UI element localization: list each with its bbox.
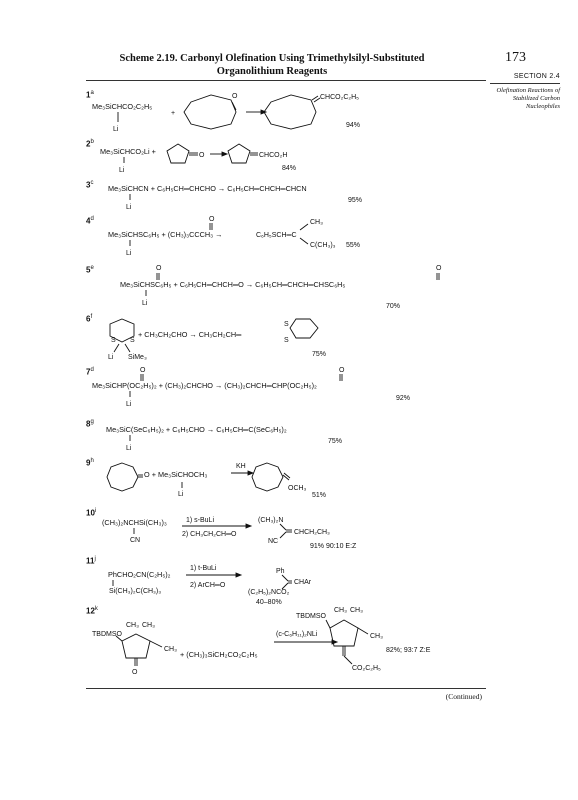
entry-7-structures <box>86 367 486 411</box>
svg-text:(c-C₆H₁₁)₂NLi: (c-C₆H₁₁)₂NLi <box>276 631 318 638</box>
svg-text:2) ArCH═O: 2) ArCH═O <box>190 582 226 589</box>
svg-text:CN: CN <box>130 537 141 544</box>
svg-text:51%: 51% <box>312 492 327 499</box>
entry-number: 1$^a$ <box>86 90 94 100</box>
svg-text:Li: Li <box>126 250 132 257</box>
entry-12-structures <box>86 606 486 686</box>
svg-text:SiMe₃: SiMe₃ <box>128 354 147 361</box>
svg-text:S: S <box>284 321 289 328</box>
svg-text:CH₃: CH₃ <box>310 219 323 226</box>
section-label: SECTION 2.4 <box>513 73 560 80</box>
entry-number: 4$^d$ <box>86 216 94 226</box>
svg-text:70%: 70% <box>386 303 401 310</box>
svg-text:OCH₃: OCH₃ <box>288 485 307 492</box>
svg-text:S: S <box>284 337 289 344</box>
svg-text:82%; 93:7 Z:E: 82%; 93:7 Z:E <box>386 647 431 654</box>
svg-text:O: O <box>199 152 205 159</box>
svg-text:TBDMSO: TBDMSO <box>296 613 326 620</box>
reagent: + (CH₃)₃SiCH₂CO₂C₂H₅ <box>180 650 258 659</box>
side-rule <box>490 83 560 84</box>
svg-text:C(CH₃)₃: C(CH₃)₃ <box>310 242 336 249</box>
reaction-line: Me₃SiCHSC₆H₅ + (CH₃)₃CCCH₃ → <box>108 230 223 239</box>
svg-text:75%: 75% <box>312 351 327 358</box>
svg-text:40–80%: 40–80% <box>256 599 282 606</box>
svg-text:CH₃: CH₃ <box>350 607 363 614</box>
entry-number: 2$^b$ <box>86 139 94 149</box>
svg-text:(CH₃)₂N: (CH₃)₂N <box>258 517 284 524</box>
svg-text:Li: Li <box>126 401 132 408</box>
svg-text:Si(CH₃)₂C(CH₃)₃: Si(CH₃)₂C(CH₃)₃ <box>109 588 162 595</box>
svg-text:C₆H₅SCH═C: C₆H₅SCH═C <box>256 232 297 239</box>
entry-8-structures <box>86 419 486 455</box>
svg-text:(C₂H₅)₂NCO₂: (C₂H₅)₂NCO₂ <box>248 589 290 596</box>
svg-text:CH₃: CH₃ <box>164 646 177 653</box>
svg-text:1) t-BuLi: 1) t-BuLi <box>190 565 217 572</box>
reagent: (CH₃)₂NCHSi(CH₃)₃ <box>102 518 167 527</box>
svg-text:CHCO₂H: CHCO₂H <box>259 152 288 159</box>
svg-text:O: O <box>156 265 162 272</box>
entry-number: 3$^c$ <box>86 180 94 190</box>
reaction-line: Me₃SiCHSC₆H₅ + C₆H₅CH═CHCH═O → C₆H₅CH═CHCH═CHSC₆H₅ <box>120 280 346 289</box>
entry-10-structures <box>86 508 486 552</box>
entry-number: 8$^g$ <box>86 419 94 429</box>
svg-text:CHCO₂C₂H₅: CHCO₂C₂H₅ <box>320 94 359 101</box>
entry-number: 12$^k$ <box>86 606 98 616</box>
svg-text:Li: Li <box>178 491 184 498</box>
reaction-line: Me₃SiCHP(OC₂H₅)₂ + (CH₃)₂CHCHO → (CH₃)₂CHCH═CHP(OC₂H₅)₂ <box>92 381 317 390</box>
svg-text:1) s-BuLi: 1) s-BuLi <box>186 517 215 524</box>
reagent: Me₃SiCHCO₂C₂H₅ <box>92 102 153 111</box>
svg-text:84%: 84% <box>282 165 297 172</box>
section-caption: Olefination Reactions of Stabilized Carbon Nucleophiles <box>496 87 560 110</box>
entry-11-structures <box>86 556 486 610</box>
reaction-line: + CH₃CH₂CHO → CH₃CH₂CH═ <box>138 330 242 339</box>
svg-text:Li: Li <box>142 300 148 307</box>
svg-text:CHAr: CHAr <box>294 579 312 586</box>
entry-2-structures <box>86 139 486 179</box>
reagent: Me₃SiCHCO₂Li + <box>100 147 156 156</box>
svg-text:O: O <box>140 367 146 374</box>
svg-text:75%: 75% <box>328 438 343 445</box>
svg-text:O: O <box>232 93 238 100</box>
svg-text:O: O <box>436 265 442 272</box>
svg-text:CH₃: CH₃ <box>142 622 155 629</box>
svg-text:TBDMSO: TBDMSO <box>92 631 122 638</box>
reagent: O + Me₃SiCHOCH₃ <box>144 470 208 479</box>
svg-text:S: S <box>130 337 135 344</box>
page-number: 173 <box>505 50 526 65</box>
svg-text:Li: Li <box>126 445 132 452</box>
svg-text:O: O <box>209 216 215 223</box>
svg-text:CO₂C₂H₅: CO₂C₂H₅ <box>352 665 381 672</box>
svg-text:CHCH₂CH₃: CHCH₂CH₃ <box>294 529 330 536</box>
entry-number: 6$^f$ <box>86 314 93 324</box>
svg-text:O: O <box>132 669 138 676</box>
svg-text:94%: 94% <box>346 122 361 129</box>
reaction-line: Me₃SiCHCN + C₆H₅CH═CHCHO → C₆H₅CH═CHCH═CHCN <box>108 184 307 193</box>
continued-note: (Continued) <box>445 692 482 701</box>
entry-5-structures <box>86 265 486 311</box>
entry-number: 11$^j$ <box>86 556 96 566</box>
scheme-title: Scheme 2.19. Carbonyl Olefination Using Trimethylsilyl-Substituted Organolithium Reagents <box>119 53 425 77</box>
svg-text:O: O <box>339 367 345 374</box>
svg-text:CH₃: CH₃ <box>126 622 139 629</box>
svg-text:Li: Li <box>126 204 132 211</box>
svg-text:91% 90:10 E:Z: 91% 90:10 E:Z <box>310 543 357 550</box>
entry-6-structures <box>86 314 486 364</box>
svg-text:Ph: Ph <box>276 568 285 575</box>
svg-text:Li: Li <box>119 167 125 174</box>
entry-number: 5e <box>86 265 94 275</box>
header-rule <box>86 80 486 81</box>
svg-text:NC: NC <box>268 538 279 545</box>
svg-text:CH₃: CH₃ <box>334 607 347 614</box>
entry-number: 9$^h$ <box>86 458 94 468</box>
reagent: PhCHO₂CN(C₂H₅)₂ <box>108 570 171 579</box>
entry-number: 7$^d$ <box>86 367 94 377</box>
entry-9-structures <box>86 458 486 502</box>
svg-text:KH: KH <box>236 463 246 470</box>
svg-text:2) CH₃CH₂CH═O: 2) CH₃CH₂CH═O <box>182 531 237 538</box>
entry-3-structures <box>86 180 486 212</box>
footer-rule <box>86 688 486 689</box>
svg-text:+: + <box>171 110 176 117</box>
svg-text:S: S <box>111 337 116 344</box>
svg-text:Li: Li <box>113 126 119 133</box>
svg-text:CH₃: CH₃ <box>370 633 383 640</box>
svg-text:55%: 55% <box>346 242 361 249</box>
svg-text:95%: 95% <box>348 197 363 204</box>
entry-4-structures <box>86 216 486 260</box>
svg-text:Li: Li <box>108 354 114 361</box>
reaction-line: Me₃SiC(SeC₆H₅)₂ + C₆H₅CHO → C₆H₅CH═C(SeC₆H₅)₂ <box>106 425 287 434</box>
svg-text:92%: 92% <box>396 395 411 402</box>
entry-number: 10$^i$ <box>86 508 97 518</box>
